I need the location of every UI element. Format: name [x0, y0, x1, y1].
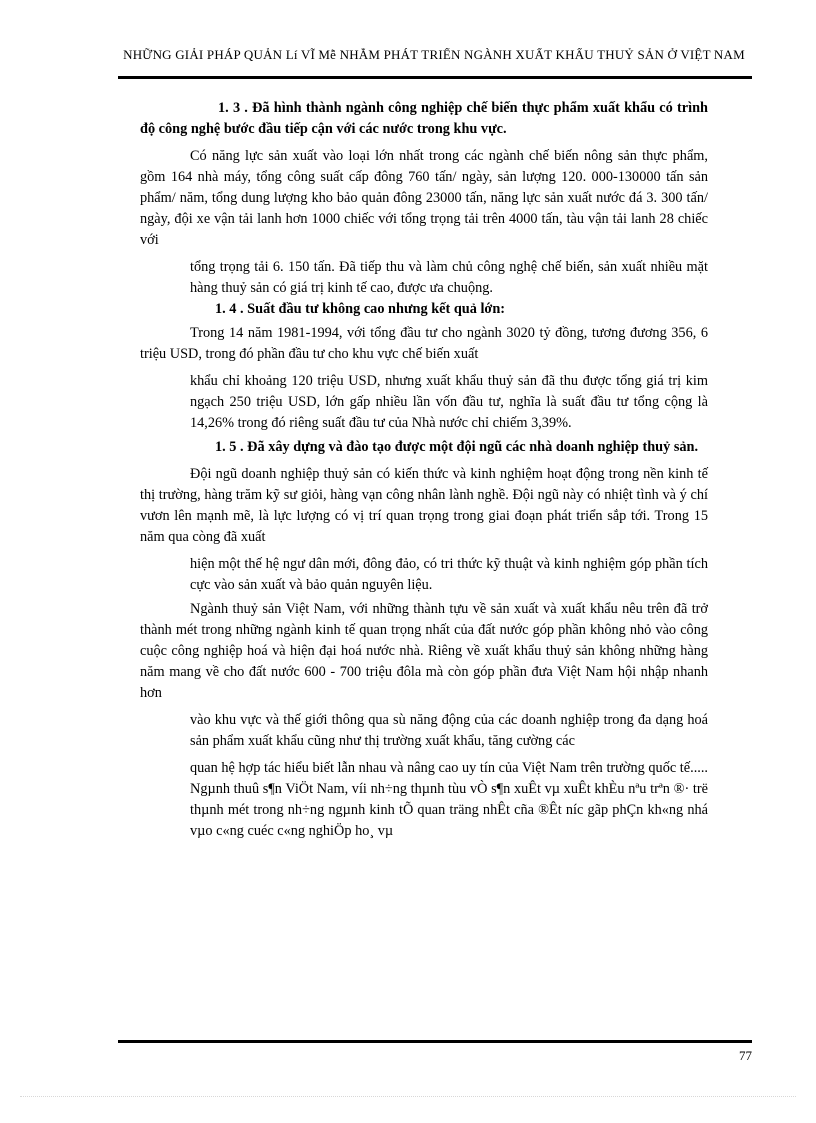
section-heading-1-5: 1. 5 . Đã xây dựng và đào tạo được một đội ngũ các nhà doanh nghiệp thuỷ sản.: [215, 439, 699, 455]
paragraph-workforce: Đội ngũ doanh nghiệp thuỷ sản có kiến thức và kinh nghiệm hoạt động trong nền kinh tế thị trường, hàng trăm kỹ sư giỏi, hàng vạn công nhân lành nghề. Đội ngũ này có nhiệt tình và ý chí vươn lên mạnh mẽ, là lực lượng có vị trí quan trọng trong giai đoạn phát triển sắp tới. Trong 15 năm qua còng đã xuất: [140, 466, 708, 545]
paragraph-investment: Trong 14 năm 1981-1994, với tổng đầu tư cho ngành 3020 tỷ đồng, tương đương 356, 6 triệu USD, trong đó phần đầu tư cho khu vực chế biến xuất: [140, 325, 708, 362]
paragraph-capacity: Có năng lực sản xuất vào loại lớn nhất trong các ngành chế biến nông sản thực phẩm, gồm 164 nhà máy, tổng công suất cấp đông 760 tấn/ ngày, sản lượng 120. 000-130000 tấn sản phẩm/ năm, tổng dung lượng kho bảo quản đông 23000 tấn, năng lực sản xuất nước đá 3. 300 tấn/ ngày, đội xe vận tải lanh hơn 1000 chiếc với tổng trọng tải trên 4000 tấn, tàu vận tải lanh 28 chiếc với: [140, 148, 708, 248]
paragraph-industry-achievements: Ngành thuỷ sản Việt Nam, với những thành tựu về sản xuất và xuất khẩu nêu trên đã trở thành mét trong những ngành kinh tế quan trọng nhất của đất nước góp phần không nhỏ vào công cuộc công nghiệp hoá và hiện đại hoá nước nhà. Riêng về xuất khẩu thuỷ sản không những hàng năm mang về cho đất nước 600 - 700 triệu đôla mà còn góp phần đưa Việt Nam hội nhập nhanh hơn: [140, 601, 708, 701]
footer-divider: [118, 1040, 752, 1043]
page-bottom-border: [20, 1096, 796, 1097]
running-header: NHỮNG GIẢI PHÁP QUẢN Lí VĨ Mễ NHẰM PHÁT TRIỂN NGÀNH XUẤT KHẨU THUỶ SẢN Ở VIỆT NAM: [123, 48, 745, 62]
section-heading-1-4: 1. 4 . Suất đầu tư không cao nhưng kết quả lớn:: [215, 301, 506, 317]
header-divider: [118, 76, 752, 79]
section-heading-1-3: 1. 3 . Đã hình thành ngành công nghiệp chế biến thực phẩm xuất khẩu có trình độ công nghệ bước đầu tiếp cận với các nước trong khu vực.: [140, 100, 708, 137]
paragraph-industry-achievements-continued-2: quan hệ hợp tác hiểu biết lẫn nhau và nâng cao uy tín của Việt Nam trên trường quốc tế..... Ngµnh thuû s¶n ViÖt Nam, víi nh÷ng thµnh tùu vÒ s¶n xuÊt vµ xuÊt khÈu nªu trªn ®· trë thµnh mét trong nh÷ng ngµnh kinh tÕ quan träng nhÊt cña ®Êt níc gãp phÇn kh«ng nhá vµo c«ng cuéc c«ng nghiÖp ho¸ vµ: [190, 760, 708, 839]
paragraph-capacity-continued: tổng trọng tải 6. 150 tấn. Đã tiếp thu và làm chủ công nghệ chế biến, sản xuất nhiều mặt hàng thuỷ sản có giá trị kinh tế cao, được ưa chuộng.: [190, 259, 708, 296]
page-number: 77: [739, 1048, 752, 1063]
paragraph-industry-achievements-continued: vào khu vực và thế giới thông qua sù năng động của các doanh nghiệp trong đa dạng hoá sản phẩm xuất khẩu cũng như thị trường xuất khẩu, tăng cường các: [190, 712, 708, 749]
document-body: [140, 98, 708, 842]
paragraph-workforce-continued: hiện một thế hệ ngư dân mới, đông đảo, có tri thức kỹ thuật và kinh nghiệm góp phần tích cực vào sản xuất và bảo quản nguyên liệu.: [190, 556, 708, 593]
paragraph-investment-continued: khẩu chỉ khoảng 120 triệu USD, nhưng xuất khẩu thuỷ sản đã thu được tổng giá trị kim ngạch 250 triệu USD, lớn gấp nhiều lần vốn đầu tư, nghĩa là suất đầu tư tổng cộng là 14,26% trong đó riêng suất đầu tư của Nhà nước chỉ chiếm 3,39%.: [190, 373, 708, 431]
